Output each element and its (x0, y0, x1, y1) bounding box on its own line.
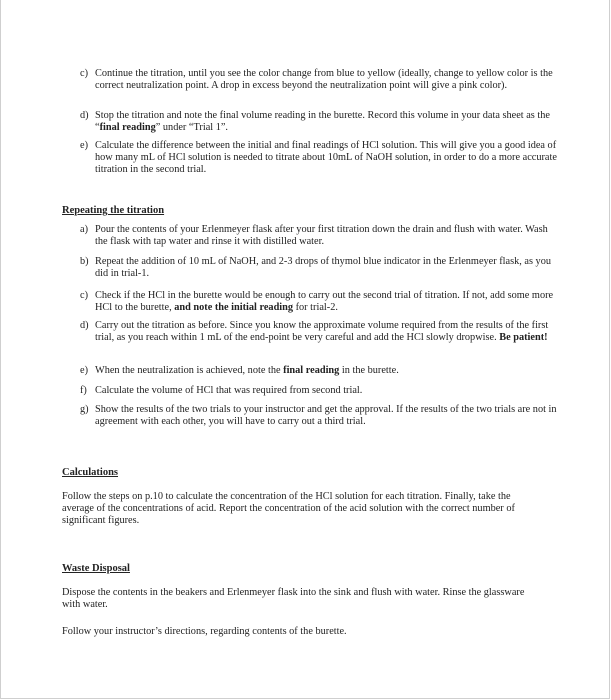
step-d-stop-titration (80, 110, 560, 134)
step-text: Continue the titration, until you see the color change from blue to yellow (ideally, change to yellow color is the correct neutralization point. A drop in excess beyond the neutralization point will give a pink color). (95, 68, 553, 91)
burette-directions-text: Follow your instructor’s directions, regarding contents of the burette. (62, 626, 347, 637)
waste-disposal-text: Dispose the contents in the beakers and Erlenmeyer flask into the sink and flush with water. Rinse the glassware with water. (62, 587, 525, 610)
step-text: Carry out the titration as before. Since you know the approximate volume required from the results of the first trial, as you reach within 1 mL of the end-point be very careful and add the HCl slowly dropwise. Be patient! (95, 320, 549, 343)
step-text: Check if the HCl in the burette would be enough to carry out the second trial of titration. If not, add some more HCl to the burette, and note the initial reading for trial-2. (95, 290, 554, 313)
step-label: f) (80, 385, 87, 396)
step-label: c) (80, 68, 88, 79)
bold-text: and note the initial reading (174, 302, 294, 313)
step-c-continue-titration (80, 68, 560, 92)
step-label: a) (80, 224, 88, 235)
calculations-heading: Calculations (62, 467, 119, 478)
bold-text: final reading (99, 122, 156, 133)
bold-text: final reading (283, 365, 340, 376)
repeat-step-c (80, 290, 560, 314)
repeat-step-f (80, 385, 560, 397)
repeat-step-g (80, 404, 560, 428)
calculations-text: Follow the steps on p.10 to calculate the concentration of the HCl solution for each titration. Finally, take the average of the concentrations of acid. Report the concentration of the acid solution with the correct number of significant figures. (62, 491, 515, 526)
step-text: Pour the contents of your Erlenmeyer flask after your first titration down the drain and flush with water. Wash the flask with tap water and rinse it with distilled water. (95, 224, 548, 247)
step-text: Show the results of the two trials to your instructor and get the approval. If the results of the two trials are not in agreement with each other, you will have to carry out a third trial. (95, 404, 557, 427)
step-label: g) (80, 404, 89, 415)
step-e-calculate-difference (80, 140, 560, 176)
repeat-step-b (80, 256, 560, 280)
step-label: c) (80, 290, 88, 301)
repeat-step-d (80, 320, 560, 344)
step-label: b) (80, 256, 89, 267)
step-label: e) (80, 140, 88, 151)
step-text: Calculate the difference between the initial and final readings of HCl solution. This will give you a good idea of how many mL of HCl solution is needed to titrate about 10mL of NaOH solution, in order to do a more accurate titration in the second trial. (95, 140, 557, 175)
bold-text: Be patient! (499, 332, 548, 343)
step-label: d) (80, 320, 89, 331)
step-label: e) (80, 365, 88, 376)
step-text: When the neutralization is achieved, note the final reading in the burette. (95, 365, 399, 376)
repeating-titration-heading: Repeating the titration (62, 205, 165, 216)
waste-disposal-heading: Waste Disposal (62, 563, 130, 574)
step-text: Repeat the addition of 10 mL of NaOH, and 2-3 drops of thymol blue indicator in the Erlenmeyer flask, as you did in trial-1. (95, 256, 551, 279)
repeat-step-a (80, 224, 560, 248)
step-text: Stop the titration and note the final volume reading in the burette. Record this volume in your data sheet as the “final reading” under “Trial 1”. (95, 110, 550, 133)
step-label: d) (80, 110, 89, 121)
step-text: Calculate the volume of HCl that was required from second trial. (95, 385, 363, 396)
repeat-step-e (80, 365, 560, 377)
